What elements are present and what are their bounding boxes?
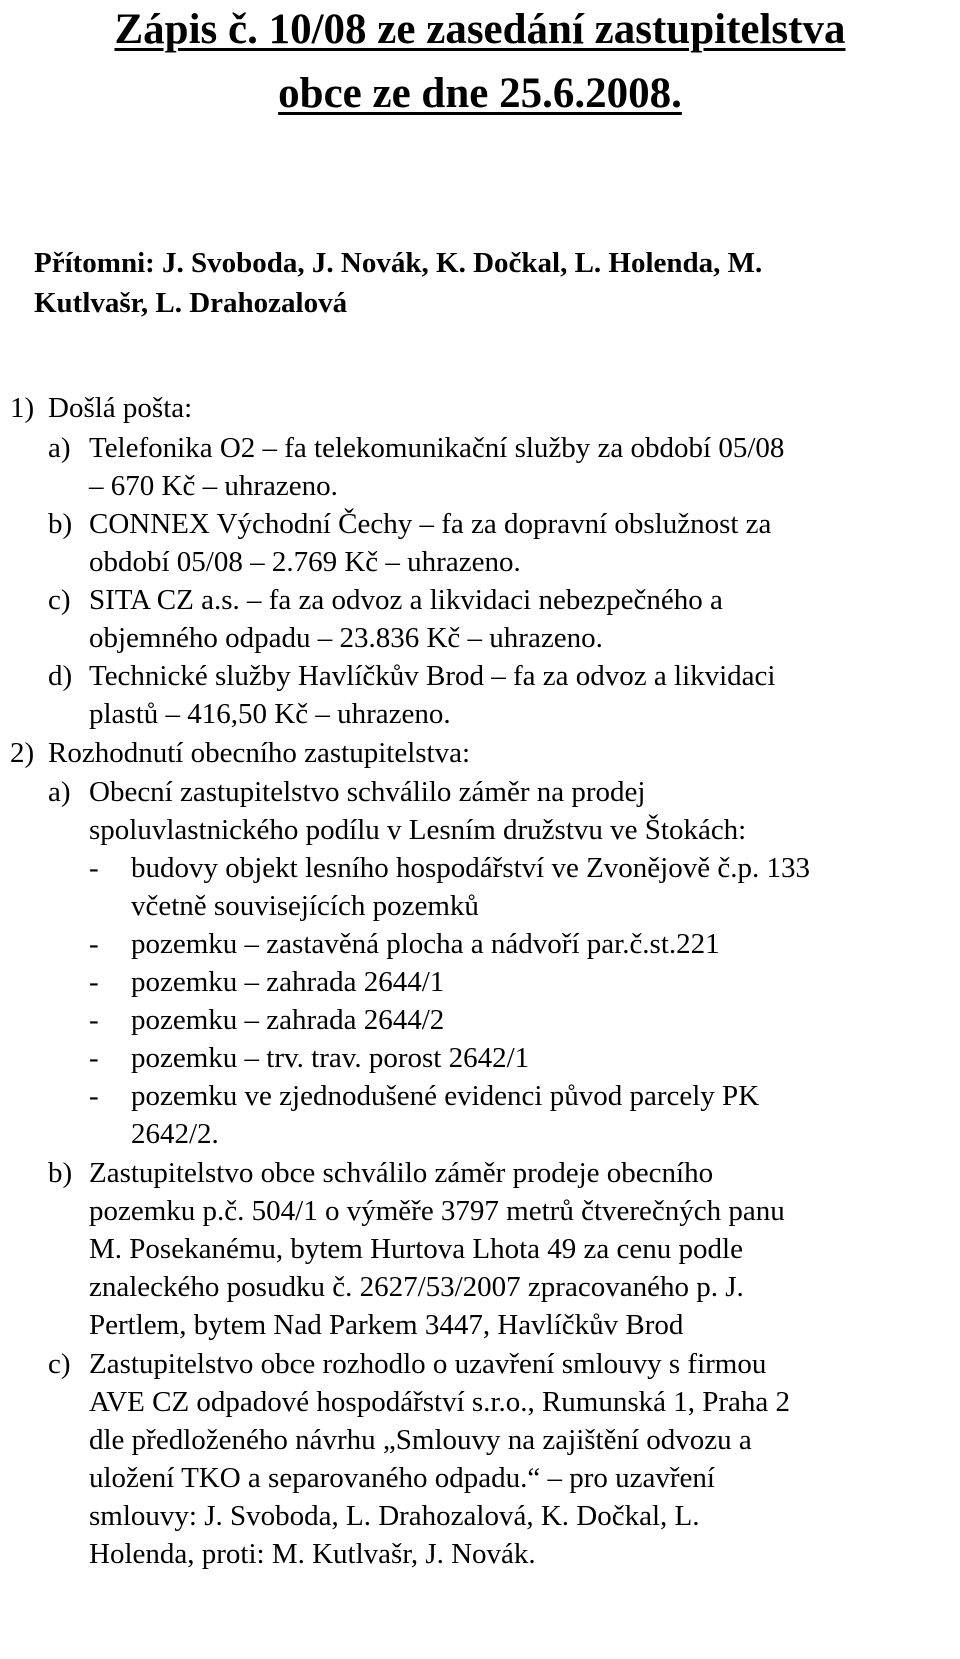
section-2-item-c-line: AVE CZ odpadové hospodářství s.r.o., Rumunská 1, Praha 2: [89, 1386, 791, 1418]
section-1-item-d-label: d): [48, 660, 73, 692]
document-title-line-1: Zápis č. 10/08 ze zasedání zastupitelstva: [114, 6, 846, 53]
section-1-item-a-line: Telefonika O2 – fa telekomunikační služby za období 05/08: [89, 432, 785, 464]
section-1-item-d-line: plastů – 416,50 Kč – uhrazeno.: [89, 698, 451, 730]
section-2-item-b-line: M. Posekanému, bytem Hurtova Lhota 49 za cenu podle: [89, 1233, 743, 1265]
property-item-line: pozemku – zahrada 2644/2: [131, 1004, 445, 1036]
property-item-line: pozemku – zahrada 2644/1: [131, 966, 445, 998]
section-2-item-b-line: znaleckého posudku č. 2627/53/2007 zpracovaného p. J.: [89, 1271, 744, 1303]
section-1-item-c-line: SITA CZ a.s. – fa za odvoz a likvidaci nebezpečného a: [89, 584, 723, 616]
section-2-item-c-line: uložení TKO a separovaného odpadu.“ – pro uzavření: [89, 1462, 715, 1494]
attendees-line-1: Přítomni: J. Svoboda, J. Novák, K. Dočkal, L. Holenda, M.: [34, 247, 763, 279]
section-2-item-a-line: Obecní zastupitelstvo schválilo záměr na prodej: [89, 776, 646, 808]
section-2-number: 2): [10, 737, 35, 769]
section-2-item-c-line: dle předloženého návrhu „Smlouvy na zajištění odvozu a: [89, 1424, 752, 1456]
property-item-line: pozemku ve zjednodušené evidenci původ parcely PK: [131, 1080, 760, 1112]
section-2-item-b-line: pozemku p.č. 504/1 o výměře 3797 metrů čtverečných panu: [89, 1195, 785, 1227]
section-1-item-c-line: objemného odpadu – 23.836 Kč – uhrazeno.: [89, 622, 603, 654]
section-2-item-c-label: c): [48, 1348, 71, 1380]
property-item-line: včetně souvisejících pozemků: [131, 890, 479, 922]
section-2-item-a-label: a): [48, 776, 71, 808]
section-1-item-b-line: CONNEX Východní Čechy – fa za dopravní obslužnost za: [89, 508, 772, 540]
document-title-line-2: obce ze dne 25.6.2008.: [278, 70, 682, 117]
section-1-item-d-line: Technické služby Havlíčkův Brod – fa za odvoz a likvidaci: [89, 660, 776, 692]
dash-marker: -: [89, 966, 99, 998]
section-2-item-b-label: b): [48, 1157, 73, 1189]
section-1-item-c-label: c): [48, 584, 71, 616]
dash-marker: -: [89, 1080, 99, 1112]
section-1-number: 1): [10, 392, 35, 424]
section-2-item-c-line: Zastupitelstvo obce rozhodlo o uzavření smlouvy s firmou: [89, 1348, 767, 1380]
section-2-item-b-line: Pertlem, bytem Nad Parkem 3447, Havlíčkův Brod: [89, 1309, 684, 1341]
section-1-heading: Došlá pošta:: [48, 392, 193, 424]
section-2-item-c-line: Holenda, proti: M. Kutlvašr, J. Novák.: [89, 1538, 536, 1570]
section-1-item-b-line: období 05/08 – 2.769 Kč – uhrazeno.: [89, 546, 521, 578]
dash-marker: -: [89, 852, 99, 884]
property-item-line: pozemku – trv. trav. porost 2642/1: [131, 1042, 530, 1074]
property-item-line: budovy objekt lesního hospodářství ve Zvonějově č.p. 133: [131, 852, 810, 884]
section-2-item-c-line: smlouvy: J. Svoboda, L. Drahozalová, K. Dočkal, L.: [89, 1500, 700, 1532]
dash-marker: -: [89, 1004, 99, 1036]
section-1-item-a-line: – 670 Kč – uhrazeno.: [89, 470, 338, 502]
section-2-heading: Rozhodnutí obecního zastupitelstva:: [48, 737, 471, 769]
dash-marker: -: [89, 928, 99, 960]
section-1-item-a-label: a): [48, 432, 71, 464]
section-1-item-b-label: b): [48, 508, 73, 540]
property-item-line: 2642/2.: [131, 1118, 219, 1150]
dash-marker: -: [89, 1042, 99, 1074]
attendees-line-2: Kutlvašr, L. Drahozalová: [34, 287, 348, 319]
section-2-item-b-line: Zastupitelstvo obce schválilo záměr prodeje obecního: [89, 1157, 714, 1189]
property-item-line: pozemku – zastavěná plocha a nádvoří par.č.st.221: [131, 928, 720, 960]
section-2-item-a-line: spoluvlastnického podílu v Lesním družstvu ve Štokách:: [89, 814, 747, 846]
